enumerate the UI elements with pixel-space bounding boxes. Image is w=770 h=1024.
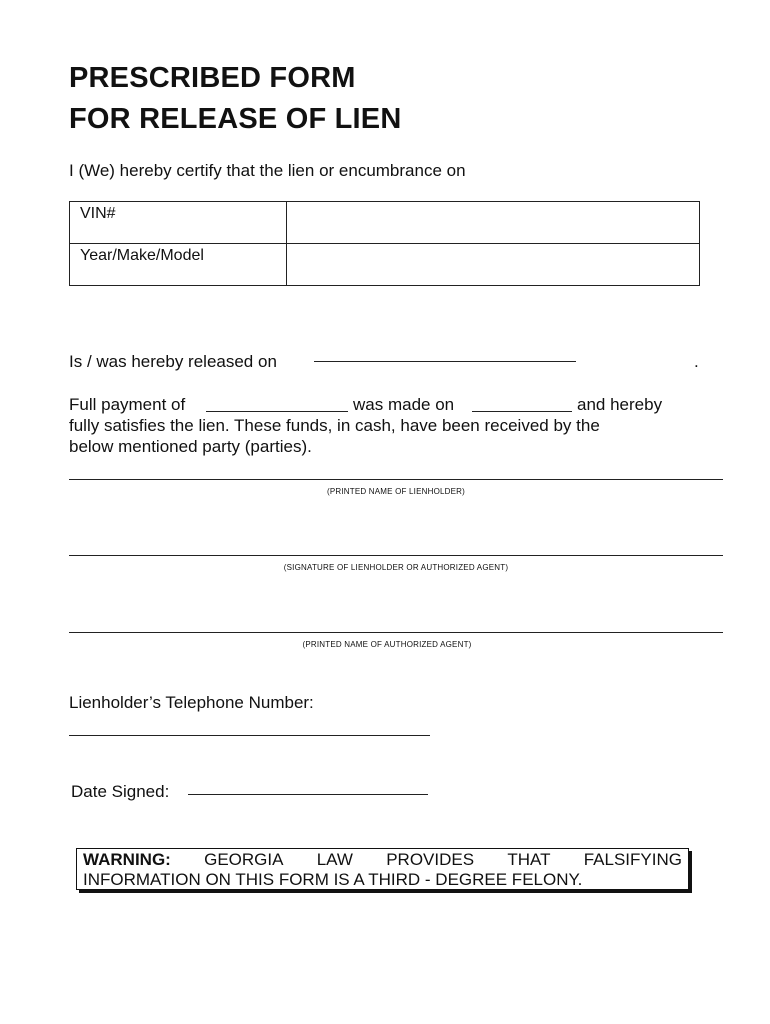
warning-word: GEORGIA bbox=[204, 850, 284, 869]
form-title-line-2: FOR RELEASE OF LIEN bbox=[69, 103, 402, 135]
vin-row bbox=[70, 202, 699, 244]
warning-label: WARNING: bbox=[83, 850, 171, 869]
warning-word: FALSIFYING bbox=[583, 850, 682, 869]
vehicle-info-table bbox=[69, 201, 700, 286]
payment-statement-line-2: fully satisfies the lien. These funds, in cash, have been received by the bbox=[69, 416, 600, 435]
warning-word: PROVIDES bbox=[386, 850, 475, 869]
vin-input[interactable] bbox=[287, 202, 699, 243]
was-made-on-label: was made on bbox=[353, 395, 455, 414]
lienholder-printed-name-caption: (PRINTED NAME OF LIENHOLDER) bbox=[326, 487, 466, 496]
intro-statement: I (We) hereby certify that the lien or encumbrance on bbox=[69, 161, 466, 180]
date-signed-label: Date Signed: bbox=[71, 782, 170, 801]
lienholder-printed-name-line[interactable] bbox=[69, 479, 723, 480]
telephone-field[interactable] bbox=[69, 719, 430, 736]
lienholder-signature-line[interactable] bbox=[69, 555, 723, 556]
released-on-date-field[interactable] bbox=[314, 345, 576, 362]
released-on-label: Is / was hereby released on bbox=[69, 352, 277, 371]
lienholder-signature-caption: (SIGNATURE OF LIENHOLDER OR AUTHORIZED AGENT) bbox=[283, 563, 509, 572]
year-make-model-input[interactable] bbox=[287, 244, 699, 286]
payment-amount-field[interactable] bbox=[206, 395, 348, 412]
form-title-line-1: PRESCRIBED FORM bbox=[69, 62, 356, 94]
telephone-label: Lienholder’s Telephone Number: bbox=[69, 693, 314, 712]
and-hereby-label: and hereby bbox=[577, 395, 663, 414]
released-on-period: . bbox=[694, 352, 699, 371]
warning-line-1 bbox=[83, 850, 682, 870]
payment-statement-line-3: below mentioned party (parties). bbox=[69, 437, 312, 456]
year-make-model-row bbox=[70, 244, 699, 286]
warning-word: THAT bbox=[507, 850, 551, 869]
warning-word: LAW bbox=[316, 850, 353, 869]
year-make-model-label: Year/Make/Model bbox=[80, 247, 204, 264]
agent-printed-name-caption: (PRINTED NAME OF AUTHORIZED AGENT) bbox=[302, 640, 472, 649]
date-signed-field[interactable] bbox=[188, 778, 428, 795]
agent-printed-name-line[interactable] bbox=[69, 632, 723, 633]
payment-date-field[interactable] bbox=[472, 395, 572, 412]
warning-line-2: INFORMATION ON THIS FORM IS A THIRD - DEGREE FELONY. bbox=[83, 870, 583, 889]
warning-box bbox=[76, 848, 689, 890]
vin-label: VIN# bbox=[80, 205, 116, 222]
full-payment-label: Full payment of bbox=[69, 395, 186, 414]
